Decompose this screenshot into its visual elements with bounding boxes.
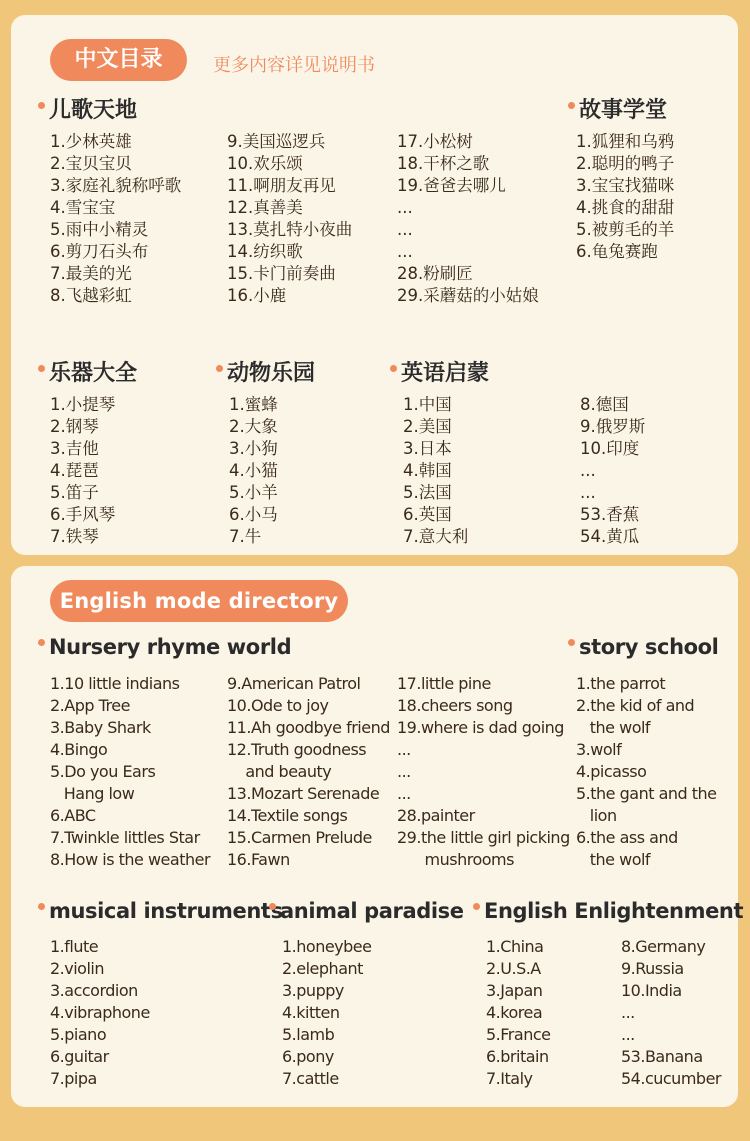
list-item: 4.picasso	[576, 762, 647, 781]
list-item: ...	[397, 220, 413, 239]
list-item: 5.lamb	[282, 1025, 335, 1044]
list-item: 13.Mozart Serenade	[227, 784, 380, 803]
list-item: 5.Do you Ears	[50, 762, 156, 781]
list-item: 19.爸爸去哪儿	[397, 176, 506, 195]
list-item: 2.美国	[403, 417, 452, 436]
list-item: 3.accordion	[50, 981, 138, 1000]
list-item: 29.采蘑菇的小姑娘	[397, 286, 539, 305]
list-item: 28.粉刷匠	[397, 264, 473, 283]
list-item: 9.美国巡逻兵	[227, 132, 326, 151]
list-item: 13.莫扎特小夜曲	[227, 220, 353, 239]
list-item: ...	[397, 762, 411, 781]
cn-animals-list	[229, 394, 278, 548]
en-nursery-list-2	[227, 673, 390, 871]
en-nursery-list-1	[50, 673, 210, 871]
list-item: ...	[397, 784, 411, 803]
list-item: 2.App Tree	[50, 696, 130, 715]
en-nursery-list-3	[397, 673, 570, 871]
list-item: 4.korea	[486, 1003, 543, 1022]
list-item: 6.手风琴	[50, 505, 116, 524]
list-item: 54.cucumber	[621, 1069, 721, 1088]
list-item: 7.铁琴	[50, 527, 99, 546]
list-item: 5.小羊	[229, 483, 278, 502]
list-item: 6.the ass and	[576, 828, 678, 847]
list-item: 5.France	[486, 1025, 551, 1044]
english-directory-panel	[11, 566, 744, 1107]
list-item: 4.琵琶	[50, 461, 99, 480]
list-item: 1.中国	[403, 395, 452, 414]
en-animals-heading: animal paradise	[269, 899, 464, 923]
list-item: 7.Italy	[486, 1069, 533, 1088]
list-item: 1.flute	[50, 937, 99, 956]
list-item: 14.Textile songs	[227, 806, 348, 825]
list-item: 3.Baby Shark	[50, 718, 151, 737]
list-item: 4.雪宝宝	[50, 198, 116, 217]
list-item: 4.vibraphone	[50, 1003, 150, 1022]
list-item: 3.小狗	[229, 439, 278, 458]
list-item: 16.小鹿	[227, 286, 287, 305]
list-item: the wolf	[576, 850, 651, 869]
chinese-directory-subtitle: 更多内容详见说明书	[213, 55, 375, 76]
list-item: 54.黄瓜	[580, 527, 640, 546]
list-item: 10.India	[621, 981, 682, 1000]
list-item: 7.牛	[229, 527, 262, 546]
list-item: and beauty	[227, 762, 332, 781]
list-item: 8.How is the weather	[50, 850, 211, 869]
list-item: 7.意大利	[403, 527, 469, 546]
cn-story-list	[576, 131, 674, 263]
list-item: 2.钢琴	[50, 417, 99, 436]
list-item: 4.Bingo	[50, 740, 108, 759]
list-item: 1.小提琴	[50, 395, 116, 414]
list-item: 6.小马	[229, 505, 278, 524]
list-item: 19.where is dad going	[397, 718, 564, 737]
list-item: 6.britain	[486, 1047, 549, 1066]
list-item: Hang low	[50, 784, 135, 803]
cn-english-list-1	[403, 394, 468, 548]
list-item: 1.honeybee	[282, 937, 372, 956]
cn-nursery-heading: 儿歌天地	[38, 93, 137, 124]
list-item: 6.pony	[282, 1047, 334, 1066]
en-instruments-heading: musical instruments	[38, 899, 283, 923]
list-item: mushrooms	[397, 850, 514, 869]
list-item: 17.小松树	[397, 132, 473, 151]
list-item: 12.Truth goodness	[227, 740, 367, 759]
list-item: 17.little pine	[397, 674, 491, 693]
list-item: 9.俄罗斯	[580, 417, 646, 436]
list-item: ...	[397, 242, 413, 261]
list-item: 6.英国	[403, 505, 452, 524]
list-item: 53.Banana	[621, 1047, 703, 1066]
list-item: 6.龟兔赛跑	[576, 242, 658, 261]
list-item: 14.纺织歌	[227, 242, 303, 261]
list-item: 10.印度	[580, 439, 640, 458]
en-english-list-2	[621, 936, 721, 1090]
list-item: ...	[580, 461, 596, 480]
cn-english-list-2	[580, 394, 645, 548]
cn-animals-heading: 动物乐园	[216, 356, 315, 387]
list-item: 2.聪明的鸭子	[576, 154, 675, 173]
en-story-heading: story school	[568, 635, 718, 659]
list-item: 1.狐狸和乌鸦	[576, 132, 675, 151]
en-english-list-1	[486, 936, 550, 1090]
list-item: 15.Carmen Prelude	[227, 828, 372, 847]
list-item: 3.日本	[403, 439, 452, 458]
list-item: 3.Japan	[486, 981, 543, 1000]
list-item: 7.pipa	[50, 1069, 97, 1088]
list-item: 3.puppy	[282, 981, 344, 1000]
list-item: 29.the little girl picking	[397, 828, 570, 847]
list-item: 1.China	[486, 937, 544, 956]
list-item: 4.韩国	[403, 461, 452, 480]
list-item: 7.Twinkle littles Star	[50, 828, 200, 847]
list-item: 5.笛子	[50, 483, 99, 502]
cn-instruments-list	[50, 394, 115, 548]
list-item: 53.香蕉	[580, 505, 640, 524]
list-item: 1.10 little indians	[50, 674, 180, 693]
list-item: 10.欢乐颂	[227, 154, 303, 173]
list-item: 4.kitten	[282, 1003, 340, 1022]
list-item: 6.guitar	[50, 1047, 109, 1066]
english-directory-title: English mode directory	[50, 580, 348, 622]
list-item: ...	[397, 198, 413, 217]
list-item: 8.Germany	[621, 937, 706, 956]
list-item: 3.吉他	[50, 439, 99, 458]
list-item: 3.wolf	[576, 740, 622, 759]
list-item: 16.Fawn	[227, 850, 290, 869]
list-item: 15.卡门前奏曲	[227, 264, 336, 283]
en-nursery-heading: Nursery rhyme world	[38, 635, 291, 659]
cn-story-heading: 故事学堂	[568, 93, 667, 124]
en-english-heading: English Enlightenment	[473, 899, 743, 923]
list-item: ...	[621, 1025, 635, 1044]
list-item: 2.violin	[50, 959, 104, 978]
list-item: 6.剪刀石头布	[50, 242, 149, 261]
list-item: 3.家庭礼貌称呼歌	[50, 176, 182, 195]
list-item: 1.the parrot	[576, 674, 666, 693]
list-item: 8.飞越彩虹	[50, 286, 132, 305]
list-item: 5.雨中小精灵	[50, 220, 149, 239]
list-item: 2.宝贝宝贝	[50, 154, 132, 173]
list-item: the wolf	[576, 718, 651, 737]
en-story-list	[576, 673, 717, 871]
list-item: 5.法国	[403, 483, 452, 502]
list-item: 1.少林英雄	[50, 132, 132, 151]
en-instruments-list	[50, 936, 150, 1090]
cn-nursery-list-3	[397, 131, 539, 307]
list-item: 4.挑食的甜甜	[576, 198, 675, 217]
list-item: 6.ABC	[50, 806, 96, 825]
list-item: 2.U.S.A	[486, 959, 541, 978]
list-item: 18.干杯之歌	[397, 154, 490, 173]
list-item: 8.德国	[580, 395, 629, 414]
chinese-directory-panel	[11, 15, 738, 555]
list-item: 5.piano	[50, 1025, 107, 1044]
list-item: 2.elephant	[282, 959, 363, 978]
list-item: 1.蜜蜂	[229, 395, 278, 414]
list-item: 12.真善美	[227, 198, 303, 217]
list-item: 2.the kid of and	[576, 696, 695, 715]
list-item: 11.啊朋友再见	[227, 176, 336, 195]
cn-english-heading: 英语启蒙	[390, 356, 489, 387]
chinese-directory-title: 中文目录	[50, 39, 187, 81]
list-item: 11.Ah goodbye friend	[227, 718, 390, 737]
list-item: 5.the gant and the	[576, 784, 717, 803]
list-item: ...	[397, 740, 411, 759]
list-item: 10.Ode to joy	[227, 696, 329, 715]
list-item: lion	[576, 806, 617, 825]
list-item: 7.cattle	[282, 1069, 339, 1088]
list-item: 9.Russia	[621, 959, 684, 978]
list-item: ...	[580, 483, 596, 502]
list-item: 5.被剪毛的羊	[576, 220, 675, 239]
list-item: 3.宝宝找猫咪	[576, 176, 675, 195]
list-item: 18.cheers song	[397, 696, 513, 715]
list-item: ...	[621, 1003, 635, 1022]
list-item: 2.大象	[229, 417, 278, 436]
list-item: 9.American Patrol	[227, 674, 361, 693]
list-item: 4.小猫	[229, 461, 278, 480]
cn-nursery-list-1	[50, 131, 181, 307]
list-item: 7.最美的光	[50, 264, 132, 283]
cn-instruments-heading: 乐器大全	[38, 356, 137, 387]
list-item: 28.painter	[397, 806, 475, 825]
cn-nursery-list-2	[227, 131, 352, 307]
en-animals-list	[282, 936, 372, 1090]
